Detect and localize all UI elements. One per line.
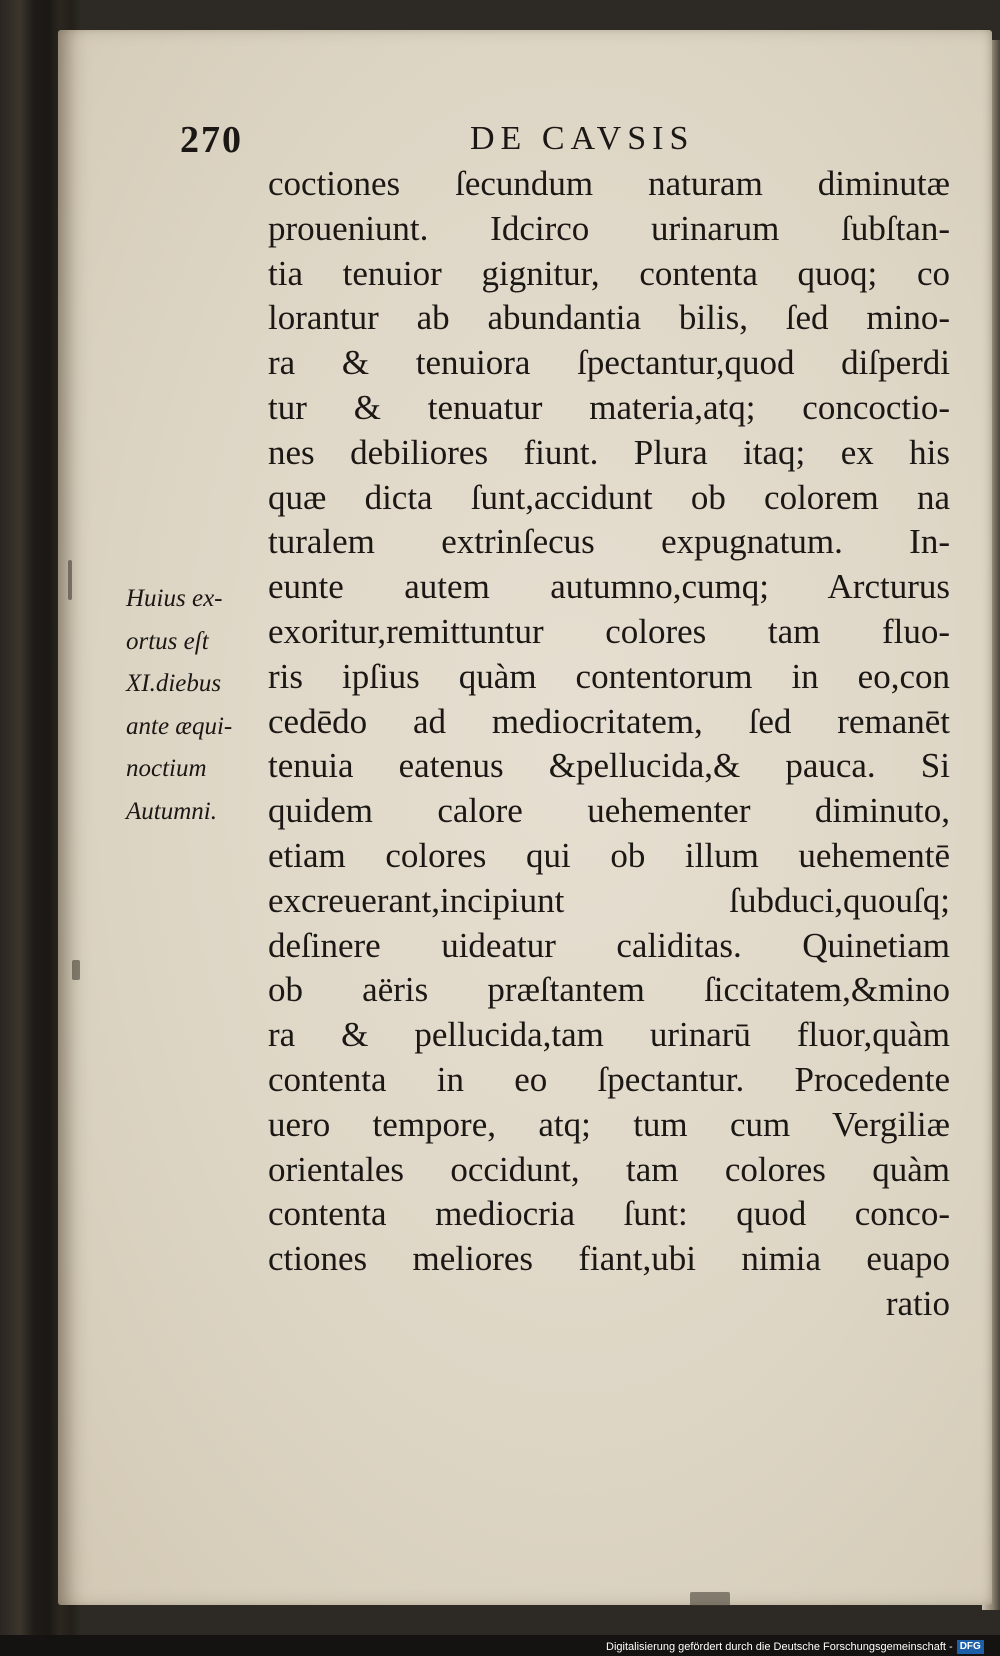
text-line: ctiones meliores fiant,ubi nimia euapo: [268, 1239, 950, 1279]
text-line: exoritur,remittuntur colores tam fluo-: [268, 611, 950, 651]
text-line: contenta mediocria ſunt: quod conco-: [268, 1194, 950, 1234]
text-line: tia tenuior gignitur, contenta quoq; co: [268, 253, 950, 293]
marginal-note-line: ortus eſt: [126, 627, 209, 655]
text-line: orientales occidunt, tam colores quàm: [268, 1149, 950, 1189]
text-line: quidem calore uehementer diminuto,: [268, 791, 950, 831]
digitization-credit: [606, 1638, 996, 1656]
text-line: coctiones ſecundum naturam diminutæ: [268, 164, 950, 203]
text-line: deſinere uideatur caliditas. Quinetiam: [268, 925, 950, 965]
paper-blemish: [72, 960, 80, 980]
marginal-note-line: noctium: [126, 755, 207, 782]
text-line: tenuia eatenus &pellucida,& pauca. Si: [268, 746, 950, 786]
page-header: [180, 114, 950, 162]
text-line: tur & tenuatur materia,atq; concoctio-: [268, 387, 950, 427]
text-line: excreuerant,incipiunt ſubduci,quouſq;: [268, 880, 950, 920]
text-line: cedēdo ad mediocritatem, ſed remanēt: [268, 701, 950, 741]
marginal-note-line: ante æqui-: [126, 712, 233, 740]
text-line: uero tempore, atq; tum cum Vergiliæ: [268, 1104, 950, 1144]
text-line: proueniunt. Idcirco urinarum ſubſtan-: [268, 208, 950, 248]
text-line: ris ipſius quàm contentorum in eo,con: [268, 656, 950, 696]
marginal-note: [126, 578, 286, 833]
text-line: contenta in eo ſpectantur. Procedente: [268, 1059, 950, 1099]
credit-text: Digitalisierung gefördert durch die Deutsche Forschungsgemeinschaft -: [606, 1641, 953, 1653]
text-line: turalem extrinſecus expugnatum. In-: [268, 522, 950, 562]
page-number: 270: [180, 119, 243, 161]
paper-blemish: [690, 1592, 730, 1606]
dfg-logo: DFG: [957, 1640, 984, 1654]
text-line: quæ dicta ſunt,accidunt ob colorem na: [268, 477, 950, 517]
catchword: ratio: [885, 1283, 950, 1323]
marginal-note-line: Autumni.: [126, 797, 217, 825]
text-line: eunte autem autumno,cumq; Arcturus: [268, 567, 950, 607]
text-line: etiam colores qui ob illum uehementē: [268, 835, 950, 875]
text-line: ob aëris præſtantem ſiccitatem,&mino: [268, 970, 950, 1010]
marginal-note-line: XI.diebus: [126, 670, 222, 697]
running-head: DE CAVSIS: [470, 120, 695, 157]
text-line: ra & pellucida,tam urinarū fluor,quàm: [268, 1015, 950, 1055]
text-line: ra & tenuiora ſpectantur,quod diſperdi: [268, 343, 950, 383]
marginal-note-line: Huius ex-: [126, 585, 223, 612]
text-line: nes debiliores fiunt. Plura itaq; ex his: [268, 432, 950, 472]
body-text: [268, 162, 950, 1327]
text-line: lorantur ab abundantia bilis, ſed mino-: [268, 298, 950, 338]
paper-blemish: [68, 560, 72, 600]
